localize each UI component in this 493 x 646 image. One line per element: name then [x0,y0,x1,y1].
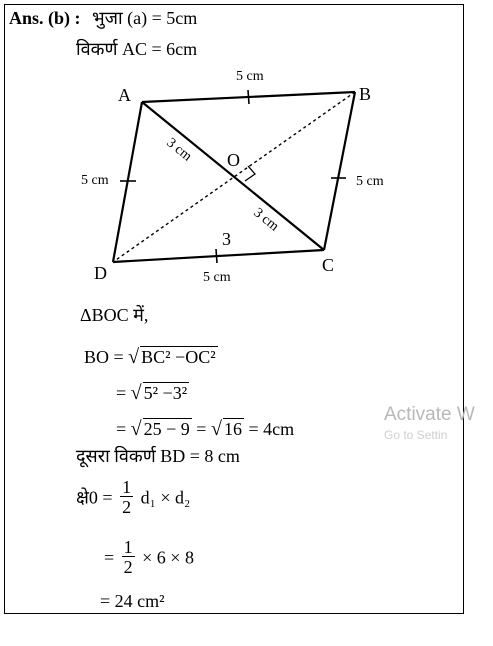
radical-icon: √ [130,382,142,404]
side-cd [113,250,324,262]
triangle-heading: ΔBOC में, [80,305,149,325]
area-lhs: क्षे0 = [76,487,113,508]
bo-step-2 [116,382,189,403]
label-right-side: 5 cm [356,174,384,189]
area-result: = 24 cm² [100,591,165,611]
bo-step-1 [84,346,218,367]
label-bottom-mark: 3 [222,229,231,249]
bo-step-3 [116,418,294,439]
sub-rhs: × 6 × 8 [142,547,194,568]
area-substitution [104,538,194,586]
area-den: 2 [122,497,132,517]
sub-den: 2 [123,557,133,577]
label-oc: 3 cm [250,205,282,235]
bo-eq-3: = [116,419,127,439]
bo-radicand-1: BC² −OC² [141,347,216,367]
sub-fraction [122,538,135,577]
sub-eq: = [104,547,115,568]
label-left-side: 5 cm [81,173,109,188]
label-top-side: 5 cm [236,69,264,84]
radical-icon: √ [130,418,142,440]
diagonal-ac [142,102,324,250]
tick-ab [248,90,249,104]
second-diagonal-line: दूसरा विकर्ण BD = 8 cm [76,446,240,466]
bo-radicand-3a: 25 − 9 [143,419,190,439]
tick-cd [216,249,217,263]
answer-label: Ans. (b) : [9,8,81,28]
sub-num: 1 [123,537,133,557]
bo-eq-3b: = [196,419,207,439]
vertex-c: C [322,255,335,275]
radical-icon: √ [128,346,140,368]
settings-watermark: Go to Settin [384,428,448,442]
area-fraction [120,478,133,517]
bo-radicand-2: 5² −3² [143,383,188,403]
vertex-a: A [118,85,131,105]
bo-radicand-3b: 16 [223,419,242,439]
bo-eq-2: = [116,383,127,403]
area-rhs: d₁ × d₂ [140,487,191,508]
side-da [113,102,142,262]
activate-windows-watermark: Activate W [384,404,475,425]
area-num: 1 [122,477,132,497]
vertex-d: D [94,263,107,283]
diagonal-ac-line: विकर्ण AC = 6cm [76,39,198,59]
side-bc [324,92,355,250]
label-ao: 3 cm [163,135,195,165]
area-formula [76,478,190,526]
center-o: O [227,150,240,170]
side-length-line: भुजा (a) = 5cm [92,8,198,28]
vertex-b: B [359,84,372,104]
bo-result: = 4cm [248,419,295,439]
radical-icon: √ [210,418,222,440]
bo-lhs: BO = [84,347,124,367]
label-bottom-side: 5 cm [203,270,231,285]
